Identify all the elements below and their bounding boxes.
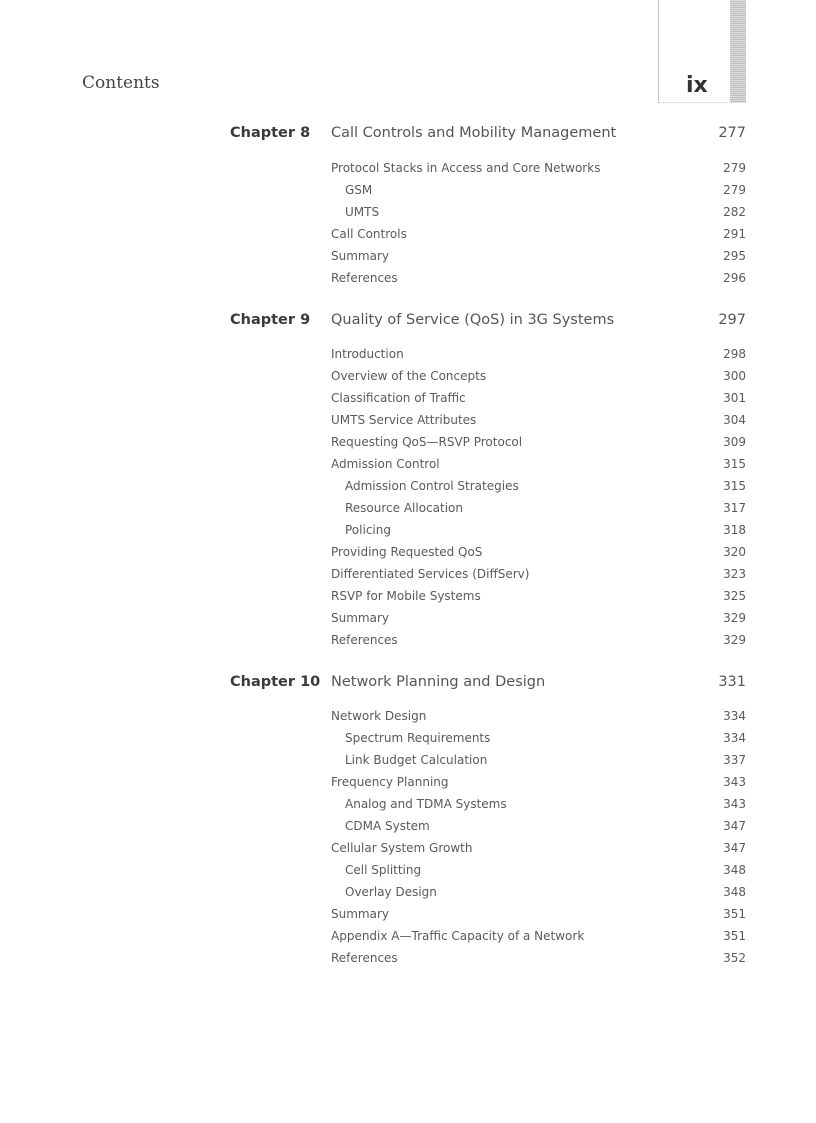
toc-entry-title: GSM (345, 183, 373, 197)
toc-entry[interactable] (0, 201, 816, 223)
page-number: ix (686, 73, 708, 98)
page-tab-edge (658, 0, 659, 102)
toc-entry-page: 348 (723, 863, 746, 877)
toc-entry-page: 329 (723, 633, 746, 647)
toc-entry-title: Admission Control Strategies (345, 479, 519, 493)
chapter-10-entries (0, 705, 816, 969)
toc-entry-title: Introduction (331, 347, 404, 361)
toc-entry[interactable] (0, 387, 816, 409)
toc-entry-title: References (331, 271, 398, 285)
toc-entry-page: 282 (723, 205, 746, 219)
toc-entry-title: Call Controls (331, 227, 407, 241)
toc-entry-title: Spectrum Requirements (345, 731, 491, 745)
chapter-9-label: Chapter 9 (230, 312, 311, 328)
toc-entry-title: Summary (331, 249, 389, 263)
toc-entry-title: Overlay Design (345, 885, 437, 899)
toc-entry-page: 296 (723, 271, 746, 285)
toc-entry[interactable] (0, 497, 816, 519)
toc-entry[interactable] (0, 267, 816, 289)
toc-entry-page: 315 (723, 479, 746, 493)
toc-entry-title: Network Design (331, 709, 427, 723)
toc-entry[interactable] (0, 793, 816, 815)
toc-entry-title: RSVP for Mobile Systems (331, 589, 481, 603)
toc-entry-page: 352 (723, 951, 746, 965)
toc-entry[interactable] (0, 881, 816, 903)
toc-entry-title: Protocol Stacks in Access and Core Networks (331, 161, 601, 175)
toc-entry-page: 351 (723, 907, 746, 921)
toc-entry[interactable] (0, 903, 816, 925)
toc-entry[interactable] (0, 453, 816, 475)
chapter-8-label: Chapter 8 (230, 125, 311, 141)
toc-entry[interactable] (0, 859, 816, 881)
toc-entry-title: Cell Splitting (345, 863, 422, 877)
toc-entry[interactable] (0, 541, 816, 563)
toc-entry-page: 291 (723, 227, 746, 241)
toc-entry-title: UMTS Service Attributes (331, 413, 477, 427)
toc-entry-page: 320 (723, 545, 746, 559)
toc-entry-title: Requesting QoS—RSVP Protocol (331, 435, 523, 449)
toc-entry-page: 317 (723, 501, 746, 515)
toc-entry[interactable] (0, 607, 816, 629)
toc-entry-title: Classification of Traffic (331, 391, 466, 405)
toc-entry-page: 300 (723, 369, 746, 383)
chapter-9-page: 297 (718, 312, 746, 328)
toc-entry-page: 343 (723, 775, 746, 789)
toc-entry[interactable] (0, 519, 816, 541)
toc-entry-title: Differentiated Services (DiffServ) (331, 567, 530, 581)
toc-entry-title: Appendix A—Traffic Capacity of a Network (331, 929, 585, 943)
toc-entry-page: 329 (723, 611, 746, 625)
toc-entry[interactable] (0, 629, 816, 651)
toc-entry[interactable] (0, 431, 816, 453)
toc-entry[interactable] (0, 365, 816, 387)
toc-entry[interactable] (0, 563, 816, 585)
toc-entry[interactable] (0, 179, 816, 201)
toc-entry-title: Frequency Planning (331, 775, 449, 789)
toc-entry[interactable] (0, 837, 816, 859)
toc-entry[interactable] (0, 409, 816, 431)
toc-entry[interactable] (0, 925, 816, 947)
toc-entry-page: 279 (723, 183, 746, 197)
chapter-10-label: Chapter 10 (230, 674, 321, 690)
toc-entry-title: References (331, 633, 398, 647)
toc-entry[interactable] (0, 475, 816, 497)
toc-entry-page: 347 (723, 841, 746, 855)
toc-entry-title: Cellular System Growth (331, 841, 473, 855)
toc-entry-title: Summary (331, 611, 389, 625)
toc-entry-title: CDMA System (345, 819, 430, 833)
toc-entry[interactable] (0, 771, 816, 793)
toc-entry-page: 309 (723, 435, 746, 449)
toc-entry-title: References (331, 951, 398, 965)
toc-entry-title: UMTS (345, 205, 380, 219)
toc-entry-title: Link Budget Calculation (345, 753, 488, 767)
toc-entry-page: 295 (723, 249, 746, 263)
running-head: Contents (82, 73, 160, 93)
toc-entry-title: Summary (331, 907, 389, 921)
toc-entry[interactable] (0, 245, 816, 267)
toc-entry-title: Resource Allocation (345, 501, 464, 515)
toc-entry[interactable] (0, 585, 816, 607)
page-tab-stripe (730, 0, 746, 102)
chapter-10-page: 331 (718, 674, 746, 690)
toc-entry-page: 298 (723, 347, 746, 361)
chapter-10-title[interactable]: Network Planning and Design (331, 674, 546, 690)
toc-entry-title: Admission Control (331, 457, 440, 471)
toc-entry-page: 351 (723, 929, 746, 943)
toc-entry[interactable] (0, 727, 816, 749)
toc-entry[interactable] (0, 749, 816, 771)
toc-entry-page: 301 (723, 391, 746, 405)
toc-entry-page: 318 (723, 523, 746, 537)
toc-entry-page: 348 (723, 885, 746, 899)
toc-entry-title: Overview of the Concepts (331, 369, 487, 383)
toc-entry[interactable] (0, 157, 816, 179)
chapter-8-page: 277 (718, 125, 746, 141)
toc-entry-page: 334 (723, 731, 746, 745)
toc-entry-title: Analog and TDMA Systems (345, 797, 507, 811)
toc-entry[interactable] (0, 343, 816, 365)
chapter-8-entries (0, 157, 816, 289)
toc-entry[interactable] (0, 223, 816, 245)
toc-entry-page: 323 (723, 567, 746, 581)
toc-entry-title: Providing Requested QoS (331, 545, 483, 559)
toc-entry-page: 343 (723, 797, 746, 811)
toc-entry[interactable] (0, 947, 816, 969)
toc-entry-page: 304 (723, 413, 746, 427)
toc-entry-page: 279 (723, 161, 746, 175)
toc-entry-title: Policing (345, 523, 391, 537)
toc-entry-page: 334 (723, 709, 746, 723)
toc-entry[interactable] (0, 815, 816, 837)
chapter-9-entries (0, 343, 816, 651)
toc-entry-page: 337 (723, 753, 746, 767)
toc-entry-page: 347 (723, 819, 746, 833)
chapter-9-title[interactable]: Quality of Service (QoS) in 3G Systems (331, 312, 615, 328)
chapter-8-title[interactable]: Call Controls and Mobility Management (331, 125, 617, 141)
toc-entry-page: 325 (723, 589, 746, 603)
toc-entry-page: 315 (723, 457, 746, 471)
toc-entry[interactable] (0, 705, 816, 727)
